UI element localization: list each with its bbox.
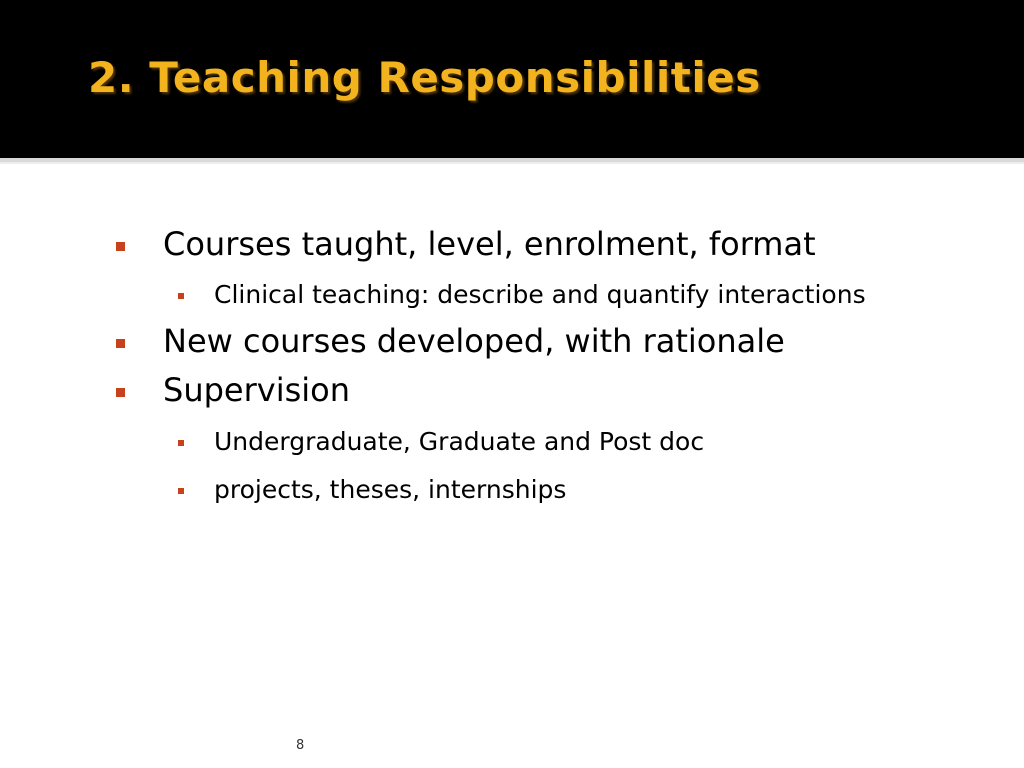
bullet-text: New courses developed, with rationale	[163, 322, 785, 360]
bullet-text: Courses taught, level, enrolment, format	[163, 225, 816, 263]
small-square-bullet-icon	[178, 293, 184, 299]
bullet-text: Supervision	[163, 371, 350, 409]
small-square-bullet-icon	[178, 488, 184, 494]
sub-bullet-text: projects, theses, internships	[214, 475, 567, 504]
square-bullet-icon	[116, 339, 125, 348]
sub-bullet-text: Undergraduate, Graduate and Post doc	[214, 427, 705, 456]
sub-bullet-text: Clinical teaching: describe and quantify interactions	[214, 280, 866, 309]
small-square-bullet-icon	[178, 440, 184, 446]
slide-title: 2. Teaching Responsibilities	[88, 53, 761, 102]
page-number: 8	[296, 738, 305, 753]
square-bullet-icon	[116, 242, 125, 251]
title-divider-shadow	[0, 162, 1024, 164]
square-bullet-icon	[116, 388, 125, 397]
title-bar	[0, 0, 1024, 158]
